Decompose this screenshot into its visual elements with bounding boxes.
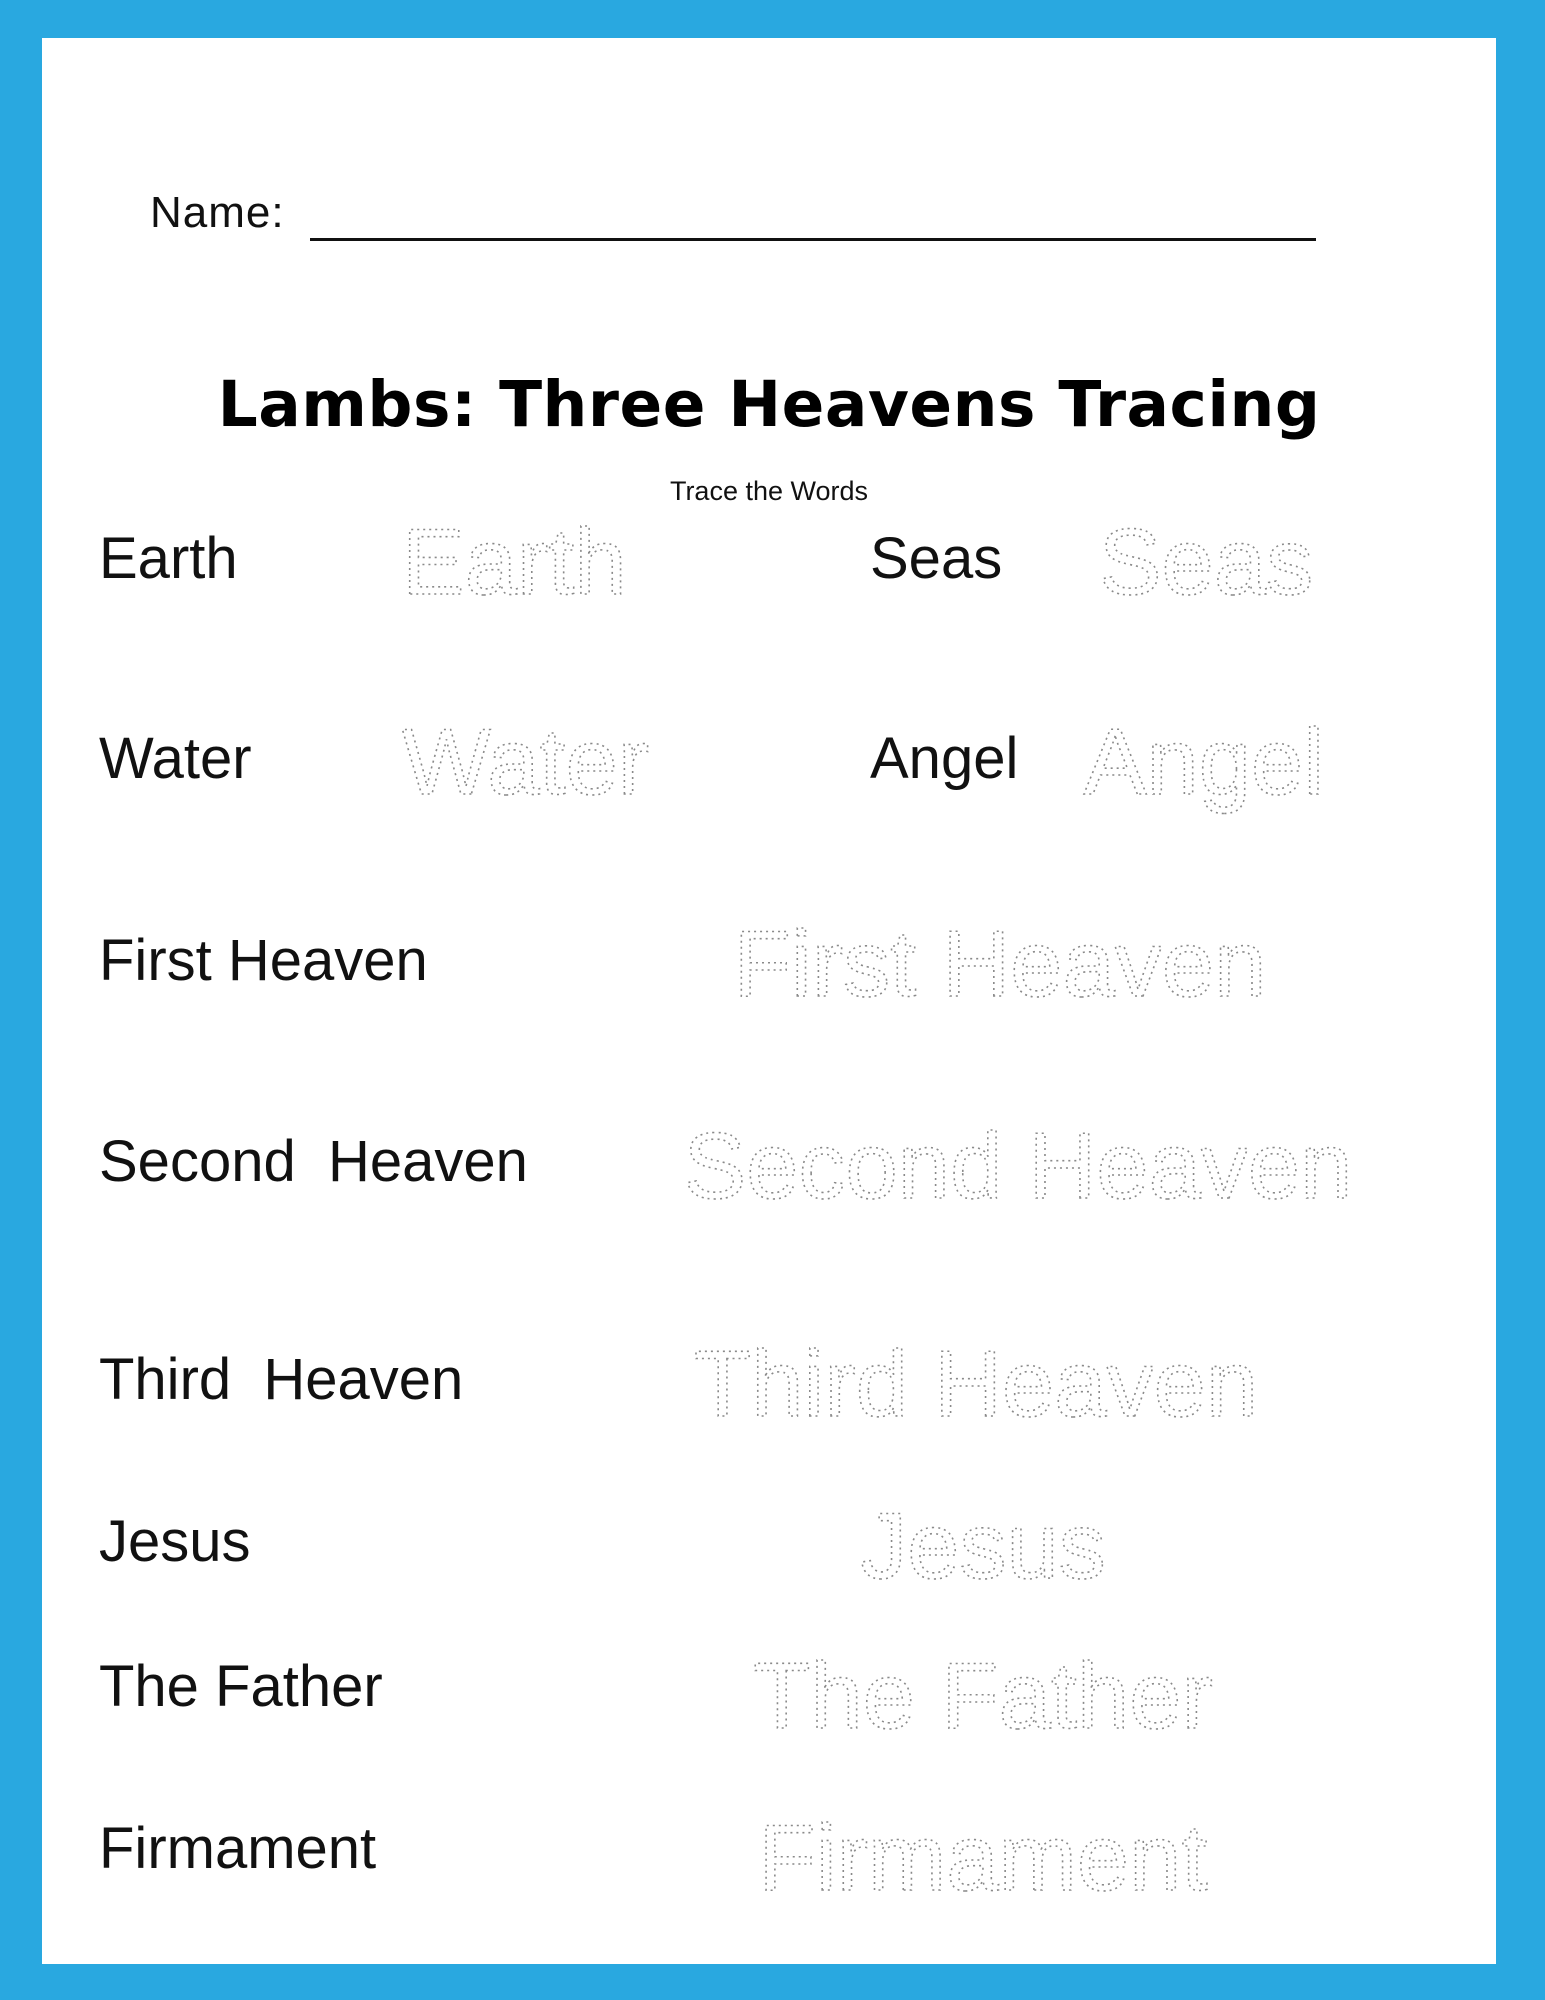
trace-firmament[interactable]: Firmament xyxy=(758,1805,1208,1910)
word-water: Water xyxy=(99,726,252,791)
word-seas: Seas xyxy=(870,526,1003,591)
trace-jesus[interactable]: Jesus xyxy=(860,1493,1106,1598)
worksheet-page xyxy=(42,38,1496,1964)
trace-seas[interactable]: Seas xyxy=(1098,509,1314,614)
word-earth: Earth xyxy=(99,526,238,591)
trace-earth[interactable]: Earth xyxy=(402,509,627,614)
trace-third-heaven[interactable]: Third Heaven xyxy=(693,1331,1259,1436)
worksheet-title: Lambs: Three Heavens Tracing xyxy=(217,368,1321,441)
trace-first-heaven[interactable]: First Heaven xyxy=(733,911,1267,1016)
trace-water[interactable]: Water xyxy=(402,709,650,814)
trace-angel[interactable]: Angel xyxy=(1083,709,1325,814)
word-angel: Angel xyxy=(870,726,1019,791)
tracing-area[interactable] xyxy=(42,38,1496,1964)
word-the-father: The Father xyxy=(99,1654,383,1719)
word-first-heaven: First Heaven xyxy=(99,928,428,993)
word-jesus: Jesus xyxy=(99,1509,251,1574)
trace-second-heaven[interactable]: Second Heaven xyxy=(683,1113,1353,1218)
word-firmament: Firmament xyxy=(99,1816,377,1881)
name-label: Name: xyxy=(150,188,285,237)
word-third-heaven: Third Heaven xyxy=(99,1347,464,1412)
word-second-heaven: Second Heaven xyxy=(99,1129,528,1194)
trace-the-father[interactable]: The Father xyxy=(753,1643,1213,1748)
worksheet-subtitle: Trace the Words xyxy=(669,476,869,506)
